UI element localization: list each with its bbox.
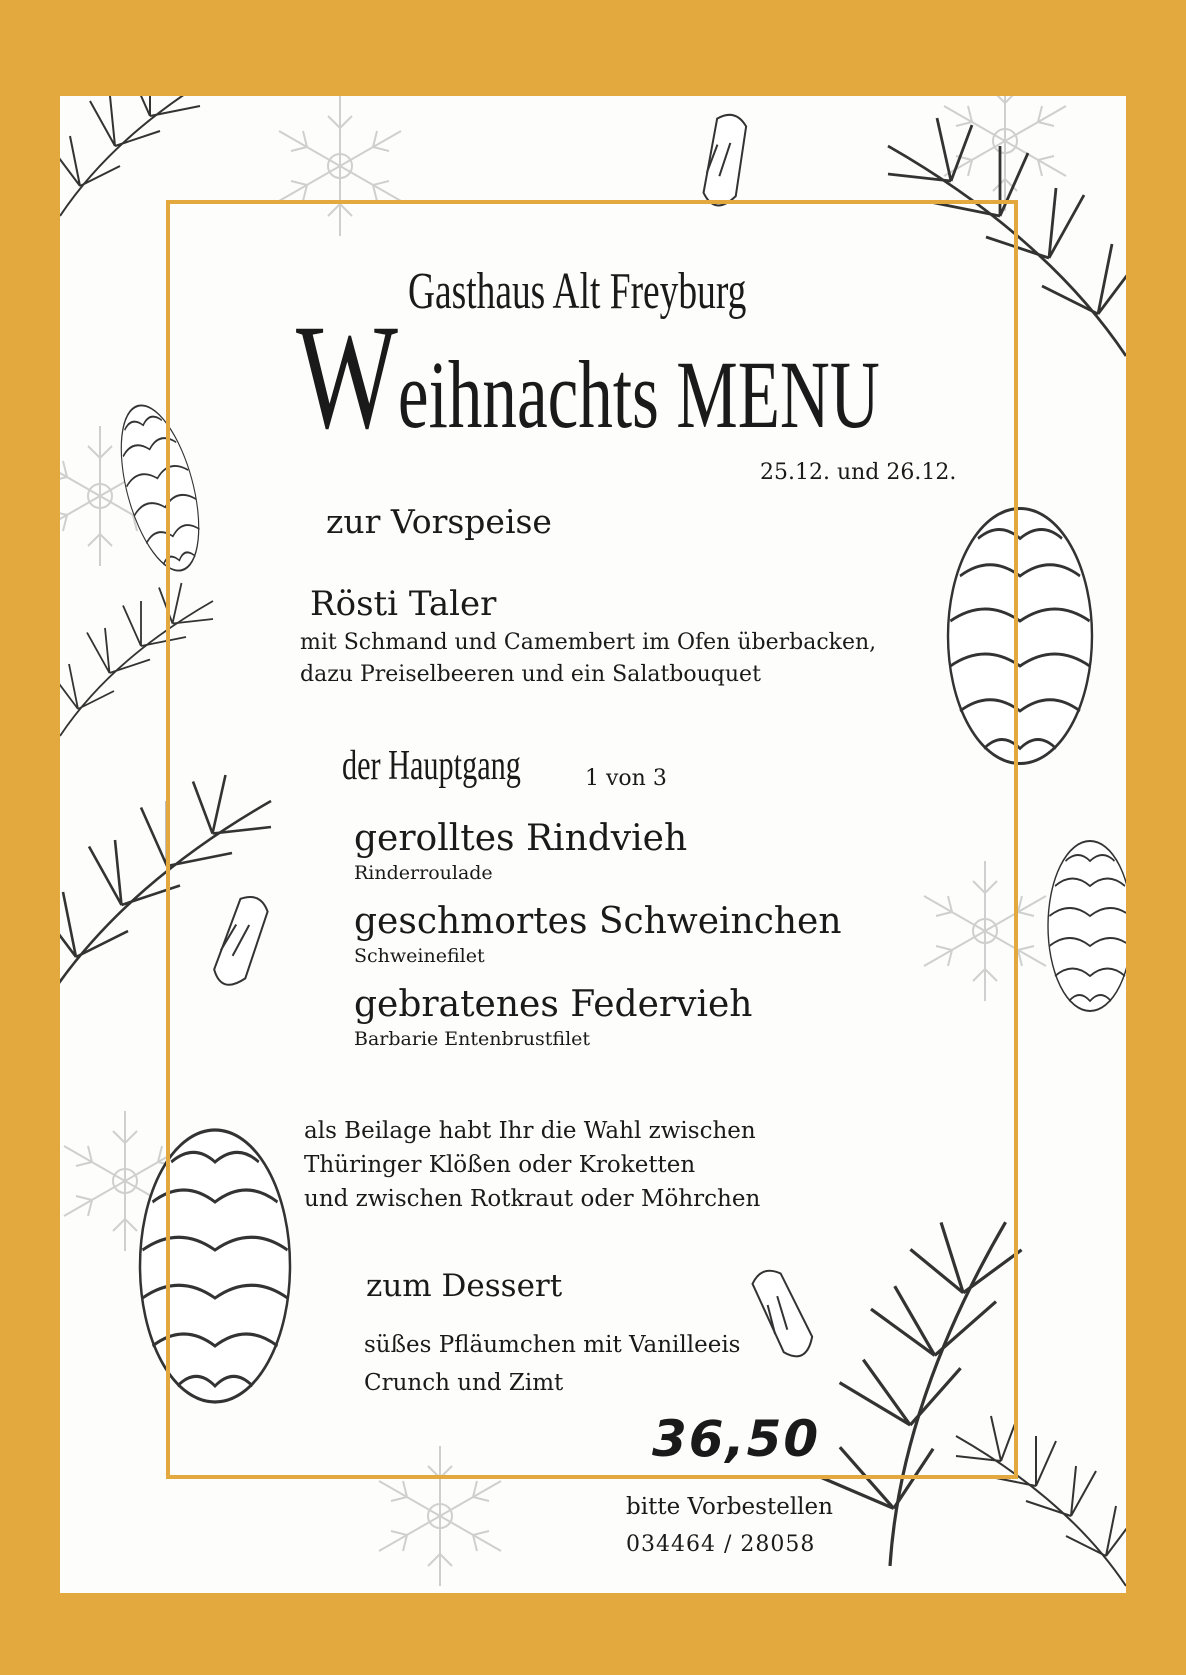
title-initial: W (296, 294, 398, 460)
dessert-line1: süßes Pfläumchen mit Vanilleeis (364, 1332, 741, 1358)
dish-sub: Rinderroulade (354, 862, 493, 884)
sides-line2: Thüringer Klößen oder Kroketten (304, 1152, 696, 1178)
sides-line3: und zwischen Rotkraut oder Möhrchen (304, 1186, 761, 1212)
phone-number: 034464 / 28058 (626, 1532, 816, 1557)
pine-cone-icon (1048, 841, 1126, 1011)
starter-heading: zur Vorspeise (326, 502, 552, 541)
restaurant-name: Gasthaus Alt Freyburg (408, 263, 747, 320)
dessert-line2: Crunch und Zimt (364, 1370, 564, 1396)
dish-sub: Schweinefilet (354, 945, 485, 967)
menu-title (296, 294, 880, 460)
sides-line1: als Beilage habt Ihr die Wahl zwischen (304, 1118, 756, 1144)
starter-desc-line1: mit Schmand und Camembert im Ofen überbacken, (300, 630, 877, 655)
main-heading: der Hauptgang (342, 743, 521, 789)
cone-scale-icon (695, 111, 755, 209)
starter-name: Rösti Taler (310, 584, 497, 624)
menu-card (60, 96, 1126, 1593)
dessert-heading: zum Dessert (366, 1268, 563, 1304)
pine-branch-icon (60, 96, 230, 216)
starter-desc-line2: dazu Preiselbeeren und ein Salatbouquet (300, 662, 761, 687)
dish-name: geschmortes Schweinchen (354, 901, 842, 942)
dish-sub: Barbarie Entenbrustfilet (354, 1028, 591, 1050)
price: 36,50 (652, 1410, 821, 1468)
main-choice: 1 von 3 (585, 766, 667, 791)
reservation-note: bitte Vorbestellen (626, 1494, 833, 1520)
dish-name: gerolltes Rindvieh (354, 818, 688, 859)
title-rest: eihnachts MENU (397, 341, 880, 448)
dish-name: gebratenes Federvieh (354, 984, 753, 1025)
dates: 25.12. und 26.12. (760, 460, 957, 485)
